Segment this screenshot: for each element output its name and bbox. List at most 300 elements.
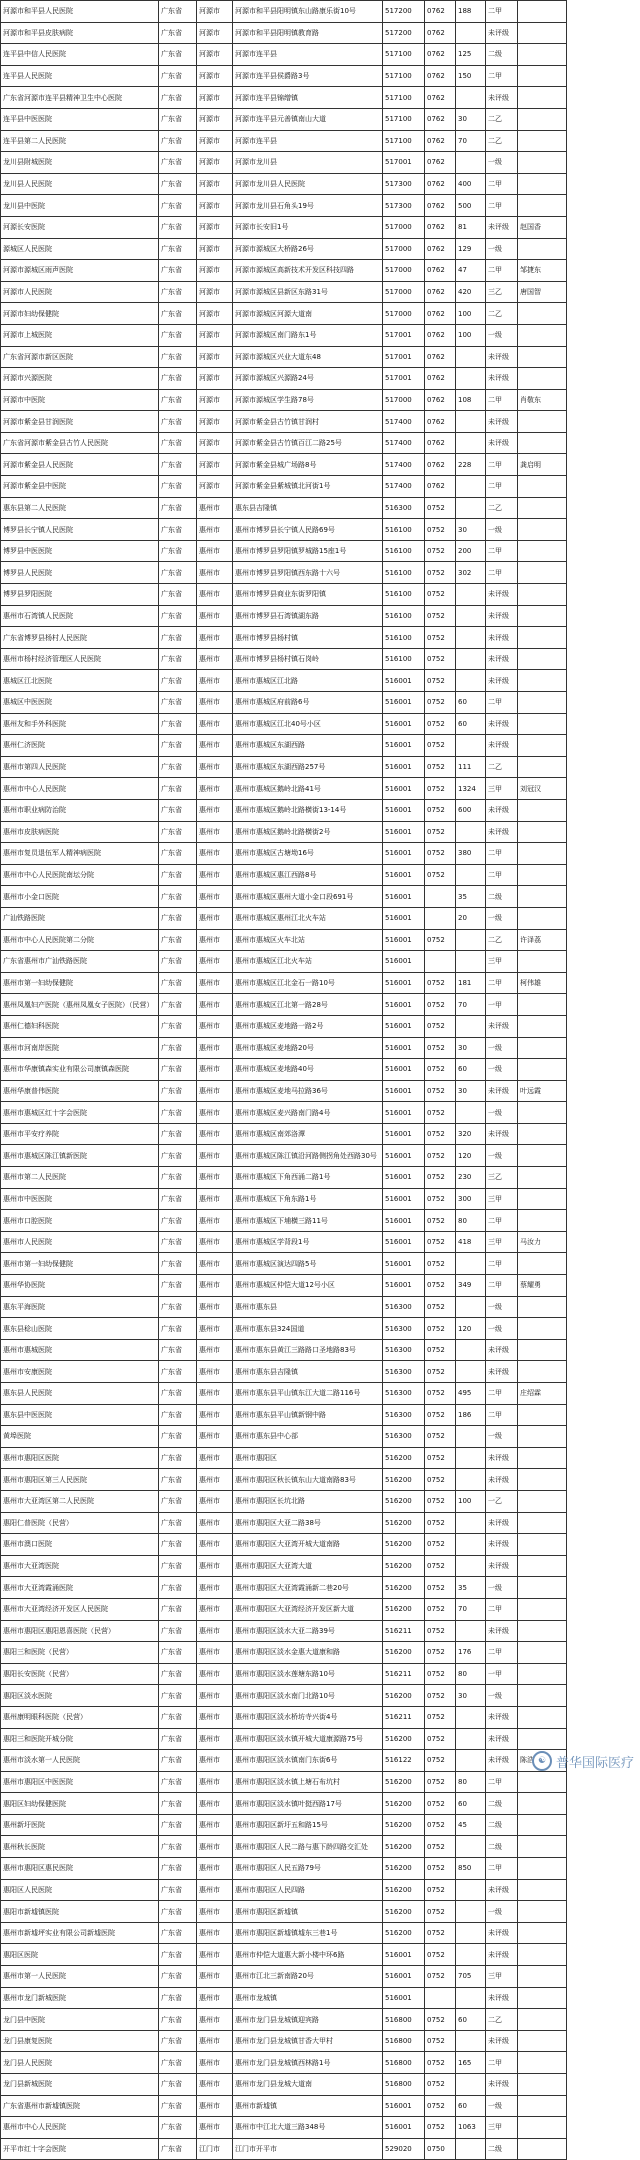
city-cell: 河源市 [197, 454, 233, 476]
table-row [1, 1750, 567, 1772]
hospital-name-cell: 惠城区江北医院 [1, 670, 159, 692]
table-row [1, 1555, 567, 1577]
city-cell: 惠州市 [197, 1447, 233, 1469]
director-cell [518, 368, 567, 390]
table-row [1, 692, 567, 714]
city-cell: 河源市 [197, 476, 233, 498]
postcode-cell: 516200 [383, 1534, 425, 1556]
beds-cell [456, 1922, 486, 1944]
grade-cell: 一级 [486, 1685, 518, 1707]
province-cell: 广东省 [159, 1987, 197, 2009]
beds-cell [456, 627, 486, 649]
table-row [1, 44, 567, 66]
hospital-name-cell: 惠州市复员退伍军人精神病医院 [1, 843, 159, 865]
table-row [1, 1728, 567, 1750]
province-cell: 广东省 [159, 1318, 197, 1340]
table-row [1, 476, 567, 498]
hospital-name-cell: 河源市人民医院 [1, 281, 159, 303]
watermark-text: 普华国际医疗 [555, 1755, 634, 1771]
grade-cell: 未评级 [486, 605, 518, 627]
address-cell: 惠州市惠阳区新墟镇 [233, 1901, 383, 1923]
city-cell: 惠州市 [197, 1231, 233, 1253]
beds-cell [456, 1015, 486, 1037]
hospital-name-cell: 惠州市大亚湾霞涌医院 [1, 1577, 159, 1599]
director-cell [518, 1663, 567, 1685]
area-code-cell: 0762 [425, 303, 456, 325]
address-cell: 惠州市惠阳区秋长镇东山大道南路83号 [233, 1469, 383, 1491]
city-cell: 惠州市 [197, 2074, 233, 2096]
hospital-name-cell: 惠州市中心人民医院 [1, 778, 159, 800]
postcode-cell: 516300 [383, 497, 425, 519]
hospital-name-cell: 龙川县附城医院 [1, 152, 159, 174]
hospital-name-cell: 惠城区中医医院 [1, 692, 159, 714]
city-cell: 惠州市 [197, 778, 233, 800]
grade-cell: 未评级 [486, 1339, 518, 1361]
province-cell: 广东省 [159, 1275, 197, 1297]
beds-cell: 100 [456, 303, 486, 325]
grade-cell: 二级 [486, 1814, 518, 1836]
address-cell: 惠州市惠阳区大亚湾大道 [233, 1555, 383, 1577]
director-cell [518, 2138, 567, 2160]
table-row [1, 778, 567, 800]
address-cell: 惠州市惠阳区淡水镇开城大道康源路75号 [233, 1728, 383, 1750]
city-cell: 惠州市 [197, 1080, 233, 1102]
table-row [1, 87, 567, 109]
area-code-cell: 0752 [425, 1188, 456, 1210]
address-cell: 惠州市惠阳区淡水桥坊寺兴街4号 [233, 1706, 383, 1728]
area-code-cell: 0752 [425, 562, 456, 584]
address-cell: 惠州市惠阳区人民四路 [233, 1879, 383, 1901]
hospital-name-cell: 龙门县中医院 [1, 2009, 159, 2031]
area-code-cell: 0762 [425, 324, 456, 346]
area-code-cell: 0752 [425, 1102, 456, 1124]
hospital-name-cell: 惠州市第二人民医院 [1, 1167, 159, 1189]
province-cell: 广东省 [159, 260, 197, 282]
beds-cell: 500 [456, 195, 486, 217]
postcode-cell: 517100 [383, 44, 425, 66]
address-cell: 惠州市博罗县商业东街罗阳镇 [233, 584, 383, 606]
city-cell: 惠州市 [197, 1750, 233, 1772]
city-cell: 惠州市 [197, 821, 233, 843]
beds-cell: 120 [456, 1145, 486, 1167]
area-code-cell: 0762 [425, 368, 456, 390]
area-code-cell: 0762 [425, 281, 456, 303]
city-cell: 惠州市 [197, 1383, 233, 1405]
address-cell: 河源市龙川县人民医院 [233, 173, 383, 195]
city-cell: 惠州市 [197, 1145, 233, 1167]
director-cell: 庄绍霖 [518, 1383, 567, 1405]
postcode-cell: 516300 [383, 1383, 425, 1405]
grade-cell: 未评级 [486, 1750, 518, 1772]
address-cell: 惠州市惠城区仲恺大道12号小区 [233, 1275, 383, 1297]
hospital-name-cell: 广东省河源市新区医院 [1, 346, 159, 368]
province-cell: 广东省 [159, 1167, 197, 1189]
hospital-name-cell: 惠州市河南岸医院 [1, 1037, 159, 1059]
grade-cell: 未评级 [486, 799, 518, 821]
province-cell: 广东省 [159, 2030, 197, 2052]
beds-cell [456, 87, 486, 109]
table-row [1, 1793, 567, 1815]
hospital-name-cell: 广东省河源市紫金县古竹人民医院 [1, 432, 159, 454]
beds-cell: 30 [456, 108, 486, 130]
director-cell [518, 886, 567, 908]
grade-cell: 二级 [486, 1836, 518, 1858]
area-code-cell [425, 907, 456, 929]
address-cell: 惠州市惠城区江北火车站 [233, 951, 383, 973]
area-code-cell: 0752 [425, 692, 456, 714]
director-cell [518, 1771, 567, 1793]
postcode-cell: 516001 [383, 735, 425, 757]
hospital-name-cell: 河源市上城医院 [1, 324, 159, 346]
city-cell: 惠州市 [197, 1275, 233, 1297]
address-cell: 惠州市中江北大道三路348号 [233, 2117, 383, 2139]
postcode-cell: 516001 [383, 1944, 425, 1966]
hospital-name-cell: 龙川县中医院 [1, 195, 159, 217]
city-cell: 惠州市 [197, 1793, 233, 1815]
hospital-name-cell: 惠州市第一人民医院 [1, 1966, 159, 1988]
area-code-cell: 0752 [425, 1922, 456, 1944]
province-cell: 广东省 [159, 951, 197, 973]
province-cell: 广东省 [159, 281, 197, 303]
table-row [1, 1383, 567, 1405]
city-cell: 惠州市 [197, 1966, 233, 1988]
province-cell: 广东省 [159, 1210, 197, 1232]
hospital-name-cell: 惠州友和手外科医院 [1, 713, 159, 735]
area-code-cell: 0752 [425, 1361, 456, 1383]
postcode-cell: 516001 [383, 1015, 425, 1037]
area-code-cell: 0752 [425, 1145, 456, 1167]
postcode-cell: 516200 [383, 1858, 425, 1880]
city-cell: 惠州市 [197, 713, 233, 735]
postcode-cell: 516001 [383, 1253, 425, 1275]
hospital-name-cell: 惠州市皮肤病医院 [1, 821, 159, 843]
grade-cell: 未评级 [486, 2030, 518, 2052]
address-cell: 惠州市江北三新南路20号 [233, 1966, 383, 1988]
director-cell [518, 44, 567, 66]
grade-cell: 未评级 [486, 346, 518, 368]
hospital-name-cell: 河源市妇幼保健院 [1, 303, 159, 325]
director-cell [518, 87, 567, 109]
city-cell: 惠州市 [197, 907, 233, 929]
grade-cell: 未评级 [486, 1879, 518, 1901]
province-cell: 广东省 [159, 929, 197, 951]
area-code-cell: 0752 [425, 1879, 456, 1901]
address-cell: 惠州市惠城区麦地路40号 [233, 1059, 383, 1081]
hospital-name-cell: 河源市和平县人民医院 [1, 1, 159, 23]
postcode-cell: 517000 [383, 216, 425, 238]
area-code-cell: 0752 [425, 1059, 456, 1081]
address-cell: 惠州市博罗县罗阳镇西东路十六号 [233, 562, 383, 584]
grade-cell: 未评级 [486, 821, 518, 843]
address-cell: 惠州市博罗县杨村镇石岗岭 [233, 648, 383, 670]
beds-cell: 60 [456, 2009, 486, 2031]
director-cell [518, 432, 567, 454]
province-cell: 广东省 [159, 87, 197, 109]
director-cell [518, 1555, 567, 1577]
city-cell: 惠州市 [197, 1814, 233, 1836]
province-cell: 广东省 [159, 756, 197, 778]
address-cell: 惠州市惠阳区大亚湾霞涌新二巷20号 [233, 1577, 383, 1599]
hospital-name-cell: 连平县第二人民医院 [1, 130, 159, 152]
director-cell: 蔡耀勇 [518, 1275, 567, 1297]
hospital-name-cell: 惠州市惠阳区第三人民医院 [1, 1469, 159, 1491]
postcode-cell: 516200 [383, 1879, 425, 1901]
director-cell [518, 1123, 567, 1145]
grade-cell: 未评级 [486, 411, 518, 433]
table-row [1, 713, 567, 735]
grade-cell: 二甲 [486, 864, 518, 886]
hospital-name-cell: 惠州康明眼科医院（民营） [1, 1706, 159, 1728]
province-cell: 广东省 [159, 1447, 197, 1469]
city-cell: 惠州市 [197, 2030, 233, 2052]
area-code-cell: 0762 [425, 65, 456, 87]
beds-cell [456, 1555, 486, 1577]
table-row [1, 1922, 567, 1944]
city-cell: 惠州市 [197, 519, 233, 541]
director-cell: 刘冠汉 [518, 778, 567, 800]
province-cell: 广东省 [159, 152, 197, 174]
province-cell: 广东省 [159, 1059, 197, 1081]
province-cell: 广东省 [159, 1944, 197, 1966]
director-cell [518, 324, 567, 346]
table-row [1, 1296, 567, 1318]
postcode-cell: 516200 [383, 1836, 425, 1858]
grade-cell: 二级 [486, 44, 518, 66]
table-row [1, 1577, 567, 1599]
postcode-cell: 517300 [383, 195, 425, 217]
city-cell: 惠州市 [197, 2117, 233, 2139]
grade-cell: 一级 [486, 1901, 518, 1923]
city-cell: 惠州市 [197, 886, 233, 908]
area-code-cell: 0762 [425, 260, 456, 282]
beds-cell: 1324 [456, 778, 486, 800]
city-cell: 惠州市 [197, 799, 233, 821]
beds-cell: 80 [456, 1771, 486, 1793]
beds-cell: 300 [456, 1188, 486, 1210]
address-cell: 惠州市惠阳区人民二路与惠下龄四路交汇处 [233, 1836, 383, 1858]
grade-cell: 三甲 [486, 1231, 518, 1253]
city-cell: 江门市 [197, 2138, 233, 2160]
table-row [1, 1663, 567, 1685]
area-code-cell: 0752 [425, 627, 456, 649]
beds-cell: 60 [456, 2095, 486, 2117]
beds-cell: 60 [456, 1793, 486, 1815]
table-row [1, 1275, 567, 1297]
table-row [1, 22, 567, 44]
director-cell [518, 735, 567, 757]
postcode-cell: 516001 [383, 670, 425, 692]
postcode-cell: 517100 [383, 130, 425, 152]
city-cell: 惠州市 [197, 648, 233, 670]
postcode-cell: 517001 [383, 324, 425, 346]
province-cell: 广东省 [159, 1188, 197, 1210]
director-cell [518, 1706, 567, 1728]
beds-cell: 380 [456, 843, 486, 865]
province-cell: 广东省 [159, 2074, 197, 2096]
province-cell: 广东省 [159, 1901, 197, 1923]
area-code-cell: 0762 [425, 346, 456, 368]
area-code-cell: 0752 [425, 1577, 456, 1599]
beds-cell [456, 497, 486, 519]
hospital-name-cell: 广东省惠州市新墟镇医院 [1, 2095, 159, 2117]
beds-cell: 70 [456, 994, 486, 1016]
city-cell: 惠州市 [197, 1987, 233, 2009]
city-cell: 惠州市 [197, 1577, 233, 1599]
postcode-cell: 516001 [383, 1059, 425, 1081]
address-cell: 河源市源城区县新区东路31号 [233, 281, 383, 303]
province-cell: 广东省 [159, 799, 197, 821]
grade-cell: 二甲 [486, 260, 518, 282]
province-cell: 广东省 [159, 562, 197, 584]
province-cell: 广东省 [159, 1037, 197, 1059]
director-cell [518, 65, 567, 87]
city-cell: 惠州市 [197, 1361, 233, 1383]
postcode-cell: 516211 [383, 1663, 425, 1685]
hospital-name-cell: 河源市兴源医院 [1, 368, 159, 390]
postcode-cell: 516200 [383, 1512, 425, 1534]
address-cell: 惠州市惠城区下角东路1号 [233, 1188, 383, 1210]
director-cell [518, 519, 567, 541]
table-row [1, 1102, 567, 1124]
postcode-cell: 516001 [383, 1210, 425, 1232]
postcode-cell: 516200 [383, 1685, 425, 1707]
province-cell: 广东省 [159, 821, 197, 843]
director-cell [518, 1901, 567, 1923]
province-cell: 广东省 [159, 886, 197, 908]
address-cell: 河源市紫金县紫城镇北河街1号 [233, 476, 383, 498]
province-cell: 广东省 [159, 1728, 197, 1750]
postcode-cell: 516001 [383, 886, 425, 908]
hospital-name-cell: 惠阳区人民医院 [1, 1879, 159, 1901]
beds-cell [456, 1447, 486, 1469]
address-cell: 惠州市惠城区江北金石一路10号 [233, 972, 383, 994]
address-cell: 河源市源城区学生路78号 [233, 389, 383, 411]
grade-cell: 一级 [486, 324, 518, 346]
director-cell: 马汝力 [518, 1231, 567, 1253]
director-cell [518, 627, 567, 649]
grade-cell: 三甲 [486, 2117, 518, 2139]
postcode-cell: 516300 [383, 1318, 425, 1340]
address-cell: 河源市紫金县古竹镇百江二路25号 [233, 432, 383, 454]
city-cell: 惠州市 [197, 562, 233, 584]
table-row [1, 2009, 567, 2031]
province-cell: 广东省 [159, 303, 197, 325]
table-row [1, 1490, 567, 1512]
table-row [1, 1253, 567, 1275]
area-code-cell: 0752 [425, 1620, 456, 1642]
hospital-name-cell: 开平市红十字会医院 [1, 2138, 159, 2160]
postcode-cell: 516001 [383, 951, 425, 973]
director-cell: 陈浩 [518, 1750, 567, 1772]
area-code-cell: 0752 [425, 2117, 456, 2139]
director-cell [518, 670, 567, 692]
hospital-name-cell: 龙川县人民医院 [1, 173, 159, 195]
postcode-cell: 516001 [383, 799, 425, 821]
director-cell [518, 22, 567, 44]
table-row [1, 1015, 567, 1037]
area-code-cell: 0752 [425, 756, 456, 778]
table-row [1, 1188, 567, 1210]
grade-cell: 未评级 [486, 1922, 518, 1944]
city-cell: 惠州市 [197, 1901, 233, 1923]
city-cell: 河源市 [197, 432, 233, 454]
address-cell: 惠州市惠东县平山镇新钢中路 [233, 1404, 383, 1426]
province-cell: 广东省 [159, 1102, 197, 1124]
grade-cell: 二级 [486, 886, 518, 908]
beds-cell: 418 [456, 1231, 486, 1253]
table-row [1, 1, 567, 23]
beds-cell [456, 605, 486, 627]
address-cell: 惠州市惠城区江北路 [233, 670, 383, 692]
area-code-cell: 0752 [425, 735, 456, 757]
director-cell [518, 1922, 567, 1944]
director-cell: 唐国智 [518, 281, 567, 303]
province-cell: 广东省 [159, 1231, 197, 1253]
postcode-cell: 517100 [383, 108, 425, 130]
area-code-cell: 0762 [425, 411, 456, 433]
area-code-cell [425, 951, 456, 973]
grade-cell: 二乙 [486, 929, 518, 951]
grade-cell: 一级 [486, 1577, 518, 1599]
beds-cell: 100 [456, 324, 486, 346]
address-cell: 惠州市惠阳区大亚湾经济开发区新大道 [233, 1598, 383, 1620]
province-cell: 广东省 [159, 1706, 197, 1728]
address-cell: 惠州市惠阳区淡水莲塘东路10号 [233, 1663, 383, 1685]
grade-cell: 未评级 [486, 368, 518, 390]
area-code-cell: 0752 [425, 972, 456, 994]
hospital-name-cell: 惠州秋长医院 [1, 1836, 159, 1858]
beds-cell: 320 [456, 1123, 486, 1145]
grade-cell: 未评级 [486, 1534, 518, 1556]
director-cell [518, 1685, 567, 1707]
table-row [1, 929, 567, 951]
director-cell [518, 1642, 567, 1664]
postcode-cell: 517200 [383, 1, 425, 23]
table-row [1, 2138, 567, 2160]
area-code-cell: 0752 [425, 670, 456, 692]
hospital-name-cell: 龙门县人民医院 [1, 2052, 159, 2074]
address-cell: 惠州市惠东县黄江三路路口圣地路83号 [233, 1339, 383, 1361]
beds-cell [456, 648, 486, 670]
city-cell: 惠州市 [197, 2009, 233, 2031]
province-cell: 广东省 [159, 994, 197, 1016]
area-code-cell: 0752 [425, 1339, 456, 1361]
address-cell: 河源市和平县阳明镇东山路康乐街10号 [233, 1, 383, 23]
city-cell: 惠州市 [197, 1663, 233, 1685]
beds-cell [456, 584, 486, 606]
table-row [1, 108, 567, 130]
city-cell: 惠州市 [197, 1620, 233, 1642]
city-cell: 惠州市 [197, 1642, 233, 1664]
grade-cell: 一乙 [486, 1490, 518, 1512]
address-cell: 河源市和平县阳明镇教育路 [233, 22, 383, 44]
province-cell: 广东省 [159, 1426, 197, 1448]
director-cell [518, 1296, 567, 1318]
city-cell: 河源市 [197, 303, 233, 325]
table-row [1, 454, 567, 476]
table-row [1, 864, 567, 886]
hospital-name-cell: 惠阳三和医院（民营） [1, 1642, 159, 1664]
hospital-name-cell: 惠州市职业病防治院 [1, 799, 159, 821]
address-cell: 惠州市惠城区南郊洛潭 [233, 1123, 383, 1145]
grade-cell: 三乙 [486, 1167, 518, 1189]
hospital-name-cell: 惠州市澳口医院 [1, 1534, 159, 1556]
postcode-cell: 517100 [383, 65, 425, 87]
postcode-cell: 517300 [383, 173, 425, 195]
postcode-cell: 516001 [383, 1037, 425, 1059]
city-cell: 河源市 [197, 411, 233, 433]
area-code-cell: 0752 [425, 2009, 456, 2031]
